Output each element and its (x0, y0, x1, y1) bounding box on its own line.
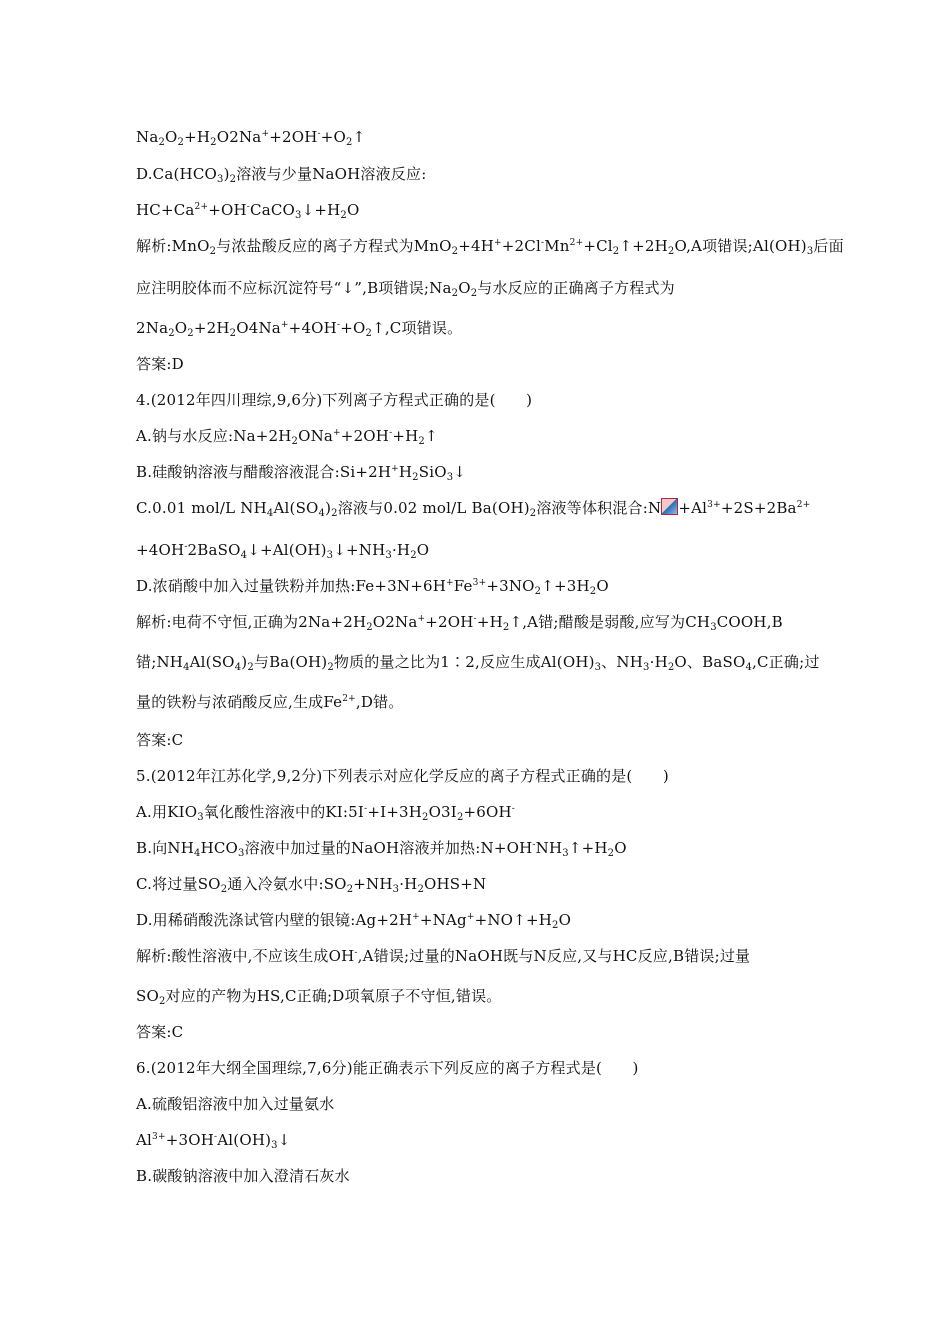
option-b-line: B.碳酸钠溶液中加入澄清石灰水 (136, 1167, 350, 1185)
analysis-line: 解析:酸性溶液中,不应该生成OH-,A错误;过量的NaOH既与N反应,又与HC反应,B错误;过量 (136, 947, 751, 965)
option-d-line: $D.Ca(HCO_3)_2$溶液与少量NaOH溶液反应: (136, 165, 427, 185)
answer-line: 答案:D (136, 355, 184, 373)
analysis-line: 解析:电荷不守恒,正确为$2Na+2H_2O2Na^++2OH^-+H_2↑,A$错;醋酸是弱酸,应写为$CH_3COOH,B$ (136, 613, 783, 633)
option-d-line: D.用稀硝酸洗涤试管内壁的银镜$:Ag+2H^++NAg^++NO↑+H_2O$ (136, 911, 572, 931)
option-c-line: C.0.01 mol/L $NH_4Al(SO_4)_2$溶液与0.02 mol/L $Ba(OH)_2$溶液等体积混合:N $+Al^{3+}+2S+2Ba^{2+}$ (136, 499, 811, 519)
analysis-line: $SO_2$对应的产物为HS,C正确;D项氧原子不守恒,错误。 (136, 987, 502, 1007)
equation-line: $Al^{3+}+3OH^-Al(OH)_3↓$ (136, 1131, 291, 1151)
option-d-line: D.浓硝酸中加入过量铁粉并加热$:Fe+3N+6H^+Fe^{3+}+3NO_2↑+3H_2O$ (136, 577, 609, 597)
question-5-title: 5.(2012年江苏化学,9,2分)下列表示对应化学反应的离子方程式正确的是( ) (136, 767, 669, 785)
equation-line: $Na_2O_2+H_2O2Na^++2OH^-+O_2↑$ (136, 128, 366, 148)
option-b-line: B.硅酸钠溶液与醋酸溶液混合$:Si+2H^+H_2SiO_3↓$ (136, 463, 467, 483)
option-c-line: C.将过量$SO_2$通入冷氨水中$:SO_2+NH_3\cdot H_2OHS+N$ (136, 875, 487, 895)
analysis-line: 解析:MnO$_2$与浓盐酸反应的离子方程式为$MnO_2+4H^++2Cl^-Mn^{2+}+Cl_2↑+2H_2O,A$项错误$;Al(OH)_3$后面 (136, 237, 844, 257)
question-6-title: 6.(2012年大纲全国理综,7,6分)能正确表示下列反应的离子方程式是( ) (136, 1059, 639, 1077)
option-a-line: A.用$KIO_3$氧化酸性溶液中的$KI:5I^-+I+3H_2O3I_2+6OH^-$ (136, 803, 516, 823)
analysis-line: 错$;NH_4Al(SO_4)_2$与$Ba(OH)_2$物质的量之比为1∶2,反应生成$Al(OH)_3$、$NH_3\cdot H_2O$、BaSO$_4$,C正确;过 (136, 653, 820, 673)
option-b-line: B.向$NH_4HCO_3$溶液中加过量的NaOH溶液并加热$:N+OH^-NH_3↑+H_2O$ (136, 839, 627, 859)
answer-line: 答案:C (136, 731, 184, 749)
option-a-line: A.钠与水反应$:Na+2H_2ONa^++2OH^-+H_2↑$ (136, 427, 438, 447)
answer-line: 答案:C (136, 1023, 184, 1041)
option-a-line: A.硫酸铝溶液中加入过量氨水 (136, 1095, 335, 1113)
equation-line: $HC+Ca^{2+}+OH^-CaCO_3↓+H_2O$ (136, 201, 360, 221)
analysis-line: 应注明胶体而不应标沉淀符号“↓”,B项错误$;Na_2O_2$与水反应的正确离子方程式为 (136, 279, 675, 299)
analysis-line: 量的铁粉与浓硝酸反应,生成$Fe^{2+},D$错。 (136, 693, 404, 711)
equation-line: $+4OH^-2BaSO_4↓+Al(OH)_3↓+NH_3\cdot H_2O$ (136, 541, 430, 561)
broken-formula-image-icon (661, 498, 678, 515)
question-4-title: 4.(2012年四川理综,9,6分)下列离子方程式正确的是( ) (136, 391, 533, 409)
analysis-line: $2Na_2O_2+2H_2O4Na^++4OH^-+O_2↑,C$项错误。 (136, 319, 463, 339)
